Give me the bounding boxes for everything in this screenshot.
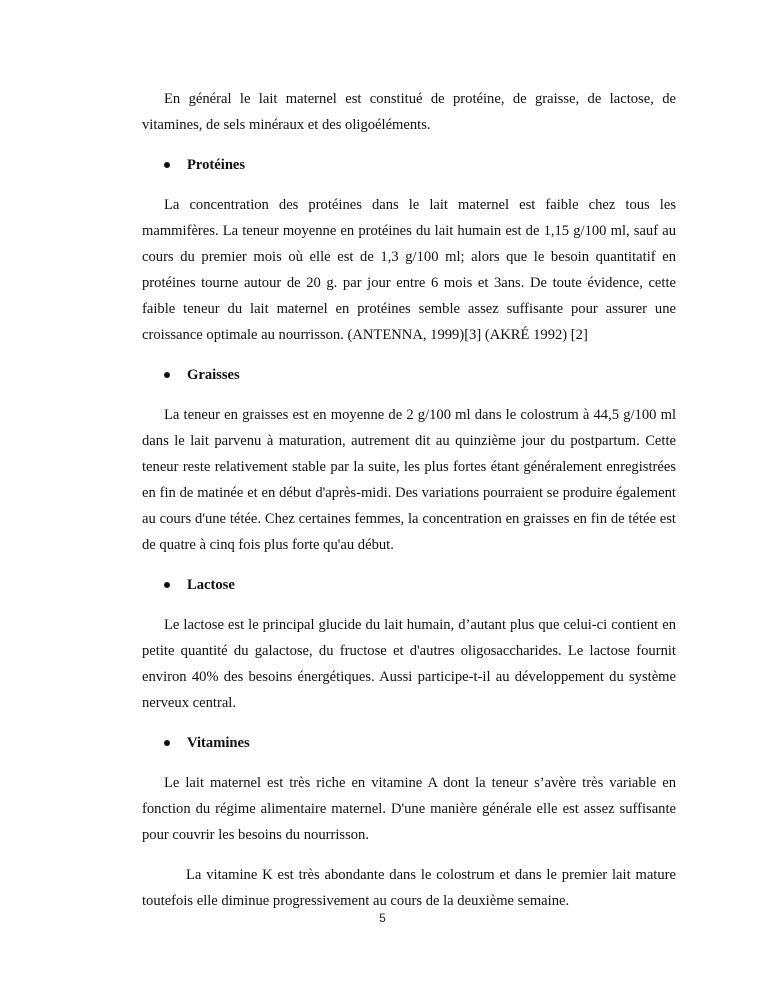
section-heading-label: Protéines [187, 157, 246, 173]
proteines-paragraph: La concentration des protéines dans le lait maternel est faible chez tous les mammifères. La teneur moyenne en protéines du lait humain est de 1,15 g/100 ml, sauf au cours du premier mois où elle est de 1,3 g/100 ml; alors que le besoin quantitatif en protéines tourne autour de 20 g. par jour entre 6 mois et 3ans. De toute évidence, cette faible teneur du lait maternel en protéines semble assez suffisante pour assurer une croissance optimale au nourrisson. (ANTENNA, 1999)[3] (AKRÉ 1992) [2] [142, 197, 676, 343]
section-heading-label: Vitamines [187, 735, 250, 751]
section-heading-label: Graisses [187, 367, 240, 383]
intro-paragraph: En général le lait maternel est constitué de protéine, de graisse, de lactose, de vitamines, de sels minéraux et des oligoéléments. [142, 91, 676, 133]
section-heading-lactose [142, 572, 676, 598]
section-heading-label: Lactose [187, 577, 235, 593]
section-heading-proteines [142, 152, 676, 178]
lactose-paragraph: Le lactose est le principal glucide du lait humain, d’autant plus que celui-ci contient en petite quantité du galactose, du fructose et d'autres oligosaccharides. Le lactose fournit environ 40% des besoins énergétiques. Aussi participe-t-il au développement du système nerveux central. [142, 617, 676, 711]
bullet-icon [164, 162, 170, 168]
section-heading-graisses [142, 362, 676, 388]
bullet-icon [164, 582, 170, 588]
bullet-icon [164, 372, 170, 378]
vitamine-k-paragraph: La vitamine K est très abondante dans le colostrum et dans le premier lait mature toutefois elle diminue progressivement au cours de la deuxième semaine. [142, 867, 676, 909]
page-number: 5 [379, 911, 386, 925]
vitamines-paragraph: Le lait maternel est très riche en vitamine A dont la teneur s’avère très variable en fonction du régime alimentaire maternel. D'une manière générale elle est assez suffisante pour couvrir les besoins du nourrisson. [142, 775, 676, 843]
graisses-paragraph: La teneur en graisses est en moyenne de 2 g/100 ml dans le colostrum à 44,5 g/100 ml dans le lait parvenu à maturation, autrement dit au quinzième jour du postpartum. Cette teneur reste relativement stable par la suite, les plus fortes étant généralement enregistrées en fin de matinée et en début d'après-midi. Des variations pourraient se produire également au cours d'une tétée. Chez certaines femmes, la concentration en graisses en fin de tétée est de quatre à cinq fois plus forte qu'au début. [142, 407, 676, 553]
bullet-icon [164, 740, 170, 746]
page-body [142, 86, 676, 914]
section-heading-vitamines [142, 730, 676, 756]
